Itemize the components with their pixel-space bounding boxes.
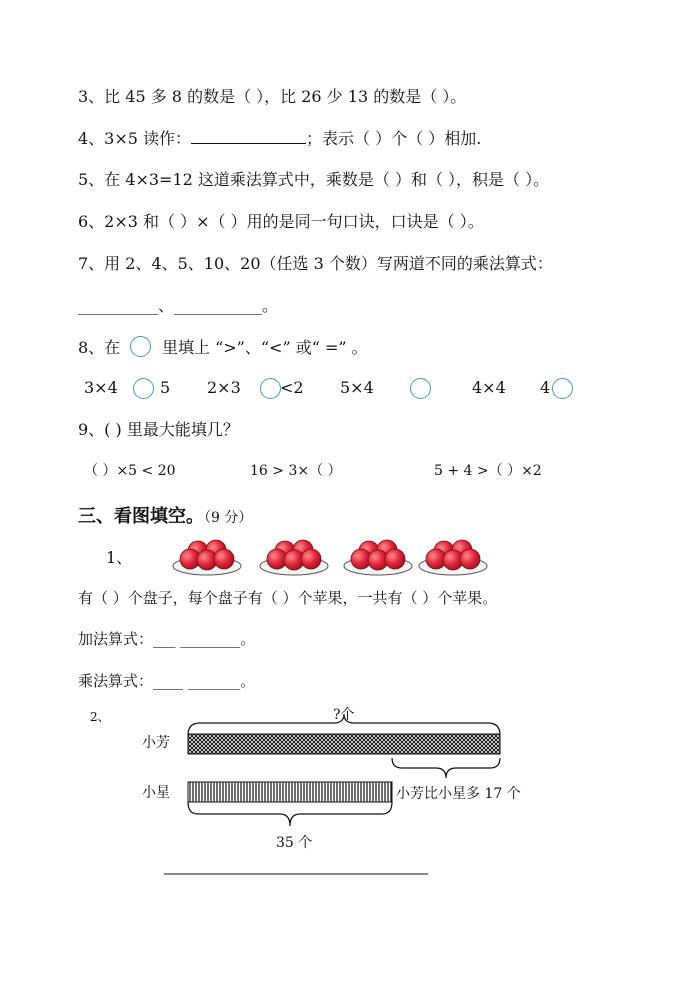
addition-label: 加法算式： [78, 630, 154, 648]
compare-item-left: 5×4 [340, 378, 374, 397]
addition-end: 。 [240, 630, 256, 648]
picture-2-number: 2、 [90, 710, 110, 724]
question-count-label: ?个 [333, 707, 355, 723]
question-8-intro: 里填上 “>”、“<” 或“ =” 。 [162, 338, 368, 357]
compare-item-right: <2 [280, 378, 304, 397]
xiaoxing-bar [188, 782, 392, 802]
question-5: 5、在 4×3=12 这道乘法算式中，乘数是（ ）和（ ），积是（ ）。 [78, 170, 550, 189]
question-3: 3、比 45 多 8 的数是（ ），比 26 少 13 的数是（ ）。 [78, 87, 467, 106]
bottom-brace [188, 802, 392, 826]
compare-item-left: 3×4 [84, 378, 118, 397]
compare-item-left: 2×3 [207, 378, 241, 397]
multiplication-end: 。 [240, 672, 256, 690]
name-xiaoxing: 小星 [142, 785, 170, 801]
compare-item-right: 5 [160, 378, 171, 397]
section-3-title: 三、看图填空。 [78, 506, 204, 527]
difference-label: 小芳比小星多 17 个 [396, 786, 521, 802]
count-35-label: 35 个 [276, 835, 313, 851]
question-4-prefix: 4、3×5 读作： [78, 129, 192, 148]
addition-blank[interactable]: ___ ________ [153, 630, 241, 648]
name-xiaofang: 小芳 [142, 735, 170, 751]
fill-item-3: 5 + 4 >（ ）×2 [434, 463, 542, 479]
fill-item-1: （ ）×5 < 20 [84, 463, 176, 479]
compare-item-left: 4 [540, 378, 551, 397]
question-8-prefix: 8、在 [78, 338, 121, 357]
difference-brace [392, 758, 500, 778]
question-6: 6、2×3 和（ ）×（ ）用的是同一句口诀，口诀是（ ）。 [78, 212, 484, 231]
compare-item-left: 4×4 [472, 378, 506, 397]
picture-1-question: 有（ ）个盘子，每个盘子有（ ）个苹果，一共有（ ）个苹果。 [78, 589, 498, 607]
section-3-points: （9 分） [204, 510, 253, 526]
question-7-answer-line[interactable]: __________、___________。 [78, 296, 279, 315]
picture-1-number: 1、 [106, 548, 133, 567]
question-7: 7、用 2、4、5、10、20（任选 3 个数）写两道不同的乘法算式： [78, 254, 553, 273]
xiaofang-bar [188, 734, 500, 754]
fill-item-2: 16 > 3×（ ） [250, 463, 342, 479]
question-4-suffix: ；表示（ ）个（ ）相加. [306, 129, 482, 148]
question-9: 9、( ) 里最大能填几？ [78, 420, 239, 439]
top-brace [188, 714, 500, 735]
multiplication-blank[interactable]: ____ _______ [153, 672, 241, 690]
multiplication-label: 乘法算式： [78, 672, 154, 690]
